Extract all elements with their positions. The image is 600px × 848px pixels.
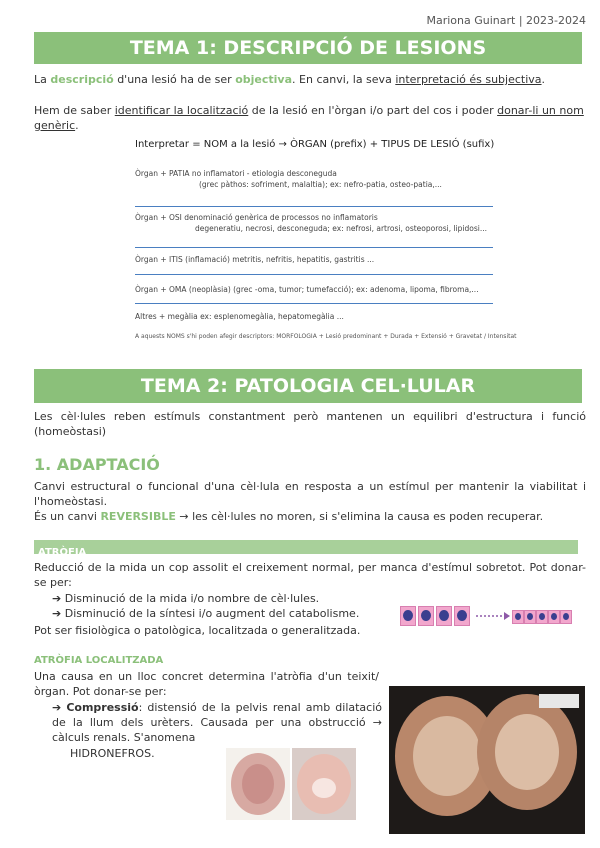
- table-divider: [135, 274, 493, 275]
- atrofia-definition: Reducció de la mida un cop assolit el creixement normal, per manca d'estímul sobretot. Pot donar-se per:: [34, 561, 586, 589]
- author-header: Mariona Guinart | 2023-2024: [426, 14, 586, 27]
- section-title-adaptacio: 1. ADAPTACIÓ: [34, 455, 160, 474]
- atrophic-cell: [524, 610, 536, 624]
- keyword-reversible: REVERSIBLE: [100, 510, 176, 523]
- tema1-intro: [34, 72, 586, 87]
- tema2-title: TEMA 2: PATOLOGIA CEL·LULAR: [34, 369, 582, 403]
- normal-cell: [436, 606, 452, 626]
- kidney-pelvis: [242, 764, 274, 804]
- subsection-atrofia: [34, 540, 578, 558]
- text: d'una lesió ha de ser: [117, 73, 232, 86]
- text: .: [75, 119, 79, 132]
- subsection-title: ATRÒFIA: [38, 547, 87, 558]
- atrofia-localitzada-definition: Una causa en un lloc concret determina l'atròfia d'un teixit/òrgan. Pot donar-se per:: [34, 670, 379, 698]
- atrophic-cell: [536, 610, 548, 624]
- table-row: [135, 168, 493, 190]
- kidney-cavity-right: [495, 714, 559, 790]
- row-line: Òrgan + OSI denominació genèrica de processos no inflamatoris: [135, 213, 378, 222]
- table-row: [135, 254, 493, 265]
- text: . En canvi, la seva: [292, 73, 392, 86]
- row-line: degeneratiu, necrosi, desconeguda; ex: nefrosi, artrosi, osteoporosi, lipidosi...: [195, 224, 487, 233]
- tema1-intro2: [34, 103, 586, 133]
- table-row: [135, 284, 493, 295]
- tema1-title: TEMA 1: DESCRIPCIÓ DE LESIONS: [34, 32, 582, 64]
- keyword-localitzacio: identificar la localització: [114, 104, 249, 117]
- arrow-bullet-icon: ➔: [52, 701, 62, 714]
- text: de la lesió en l'òrgan i/o part del cos i poder: [251, 104, 494, 117]
- text: : distensió de la pelvis renal amb dilatació de la llum dels urèters. Causada per una obstrucció → càlculs renals. S'anomena: [52, 701, 382, 744]
- subsection-atrofia-localitzada: ATRÒFIA LOCALITZADA: [34, 655, 164, 666]
- row-line: Òrgan + OMA (neoplàsia) (grec -oma, tumor; tumefacció); ex: adenoma, lipoma, fibroma,...: [135, 285, 479, 294]
- table-row: [135, 311, 493, 322]
- tema2-intro: Les cèl·lules reben estímuls constantment però mantenen un equilibri d'estructura i funció (homeòstasi): [34, 410, 586, 438]
- table-divider: [135, 247, 493, 248]
- naming-formula: Interpretar = NOM a la lesió → ÒRGAN (prefix) + TIPUS DE LESIÓ (sufix): [135, 139, 495, 150]
- text: La: [34, 73, 47, 86]
- atrophic-cell: [512, 610, 524, 624]
- text: Disminució de la síntesi i/o augment del catabolisme.: [64, 607, 360, 620]
- row-line: Altres + megàlia ex: esplenomegàlia, hepatomegàlia ...: [135, 312, 344, 321]
- atrofia-types: Pot ser fisiològica o patològica, localitzada o generalitzada.: [34, 624, 361, 637]
- row-line: Òrgan + ITIS (inflamació) metritis, nefritis, hepatitis, gastritis ...: [135, 255, 375, 264]
- kidney-photos: [226, 748, 356, 820]
- list-item: [52, 591, 319, 606]
- table-divider: [135, 206, 493, 207]
- table-footnote: A aquests NOMS s'hi poden afegir descriptors: MORFOLOGIA + Lesió predominant + Durada + Extensió + Gravetat / Intensitat: [135, 333, 517, 340]
- arrow-bullet-icon: ➔: [52, 607, 62, 620]
- atrophic-cell: [548, 610, 560, 624]
- table-row: [135, 212, 493, 234]
- arrow-bullet-icon: ➔: [52, 592, 62, 605]
- row-line: (grec pàthos: sofriment, malaltia); ex: nefro-patia, osteo-patia,...: [199, 180, 442, 189]
- normal-cell: [400, 606, 416, 626]
- normal-cell: [418, 606, 434, 626]
- keyword-compressio: Compressió: [66, 701, 139, 714]
- normal-cell: [454, 606, 470, 626]
- photo-label: [539, 694, 579, 708]
- list-item: [52, 606, 359, 621]
- keyword-nom-generic: donar-li un nom genèric: [34, 104, 584, 132]
- table-divider: [135, 303, 493, 304]
- hydronephrosis-photo: [389, 686, 585, 834]
- text: Hem de saber: [34, 104, 112, 117]
- atrophic-cell: [560, 610, 572, 624]
- arrow-right-icon: [476, 612, 510, 620]
- row-line: Òrgan + PATIA no inflamatori - etiologia desconeguda: [135, 169, 337, 178]
- adaptacio-definition: Canvi estructural o funcional d'una cèl·lula en resposta a un estímul per mantenir la viabilitat i l'homeòstasi.: [34, 480, 586, 508]
- keyword-subjectiva: interpretació és subjectiva: [395, 73, 542, 86]
- text: És un canvi: [34, 510, 97, 523]
- atrophy-cells-diagram: [398, 602, 578, 630]
- text: → les cèl·lules no moren, si s'elimina la causa es poden recuperar.: [179, 510, 544, 523]
- kidney-cavity-left: [413, 716, 481, 796]
- adaptacio-reversible: [34, 509, 586, 524]
- dilated-pelvis: [312, 778, 336, 798]
- list-item: [52, 700, 382, 745]
- keyword-objectiva: objectiva: [235, 73, 293, 86]
- text: .: [541, 73, 546, 86]
- hidronefros-text: HIDRONEFROS.: [70, 747, 155, 760]
- keyword-descripcio: descripció: [50, 73, 114, 86]
- text: Disminució de la mida i/o nombre de cèl·lules.: [64, 592, 320, 605]
